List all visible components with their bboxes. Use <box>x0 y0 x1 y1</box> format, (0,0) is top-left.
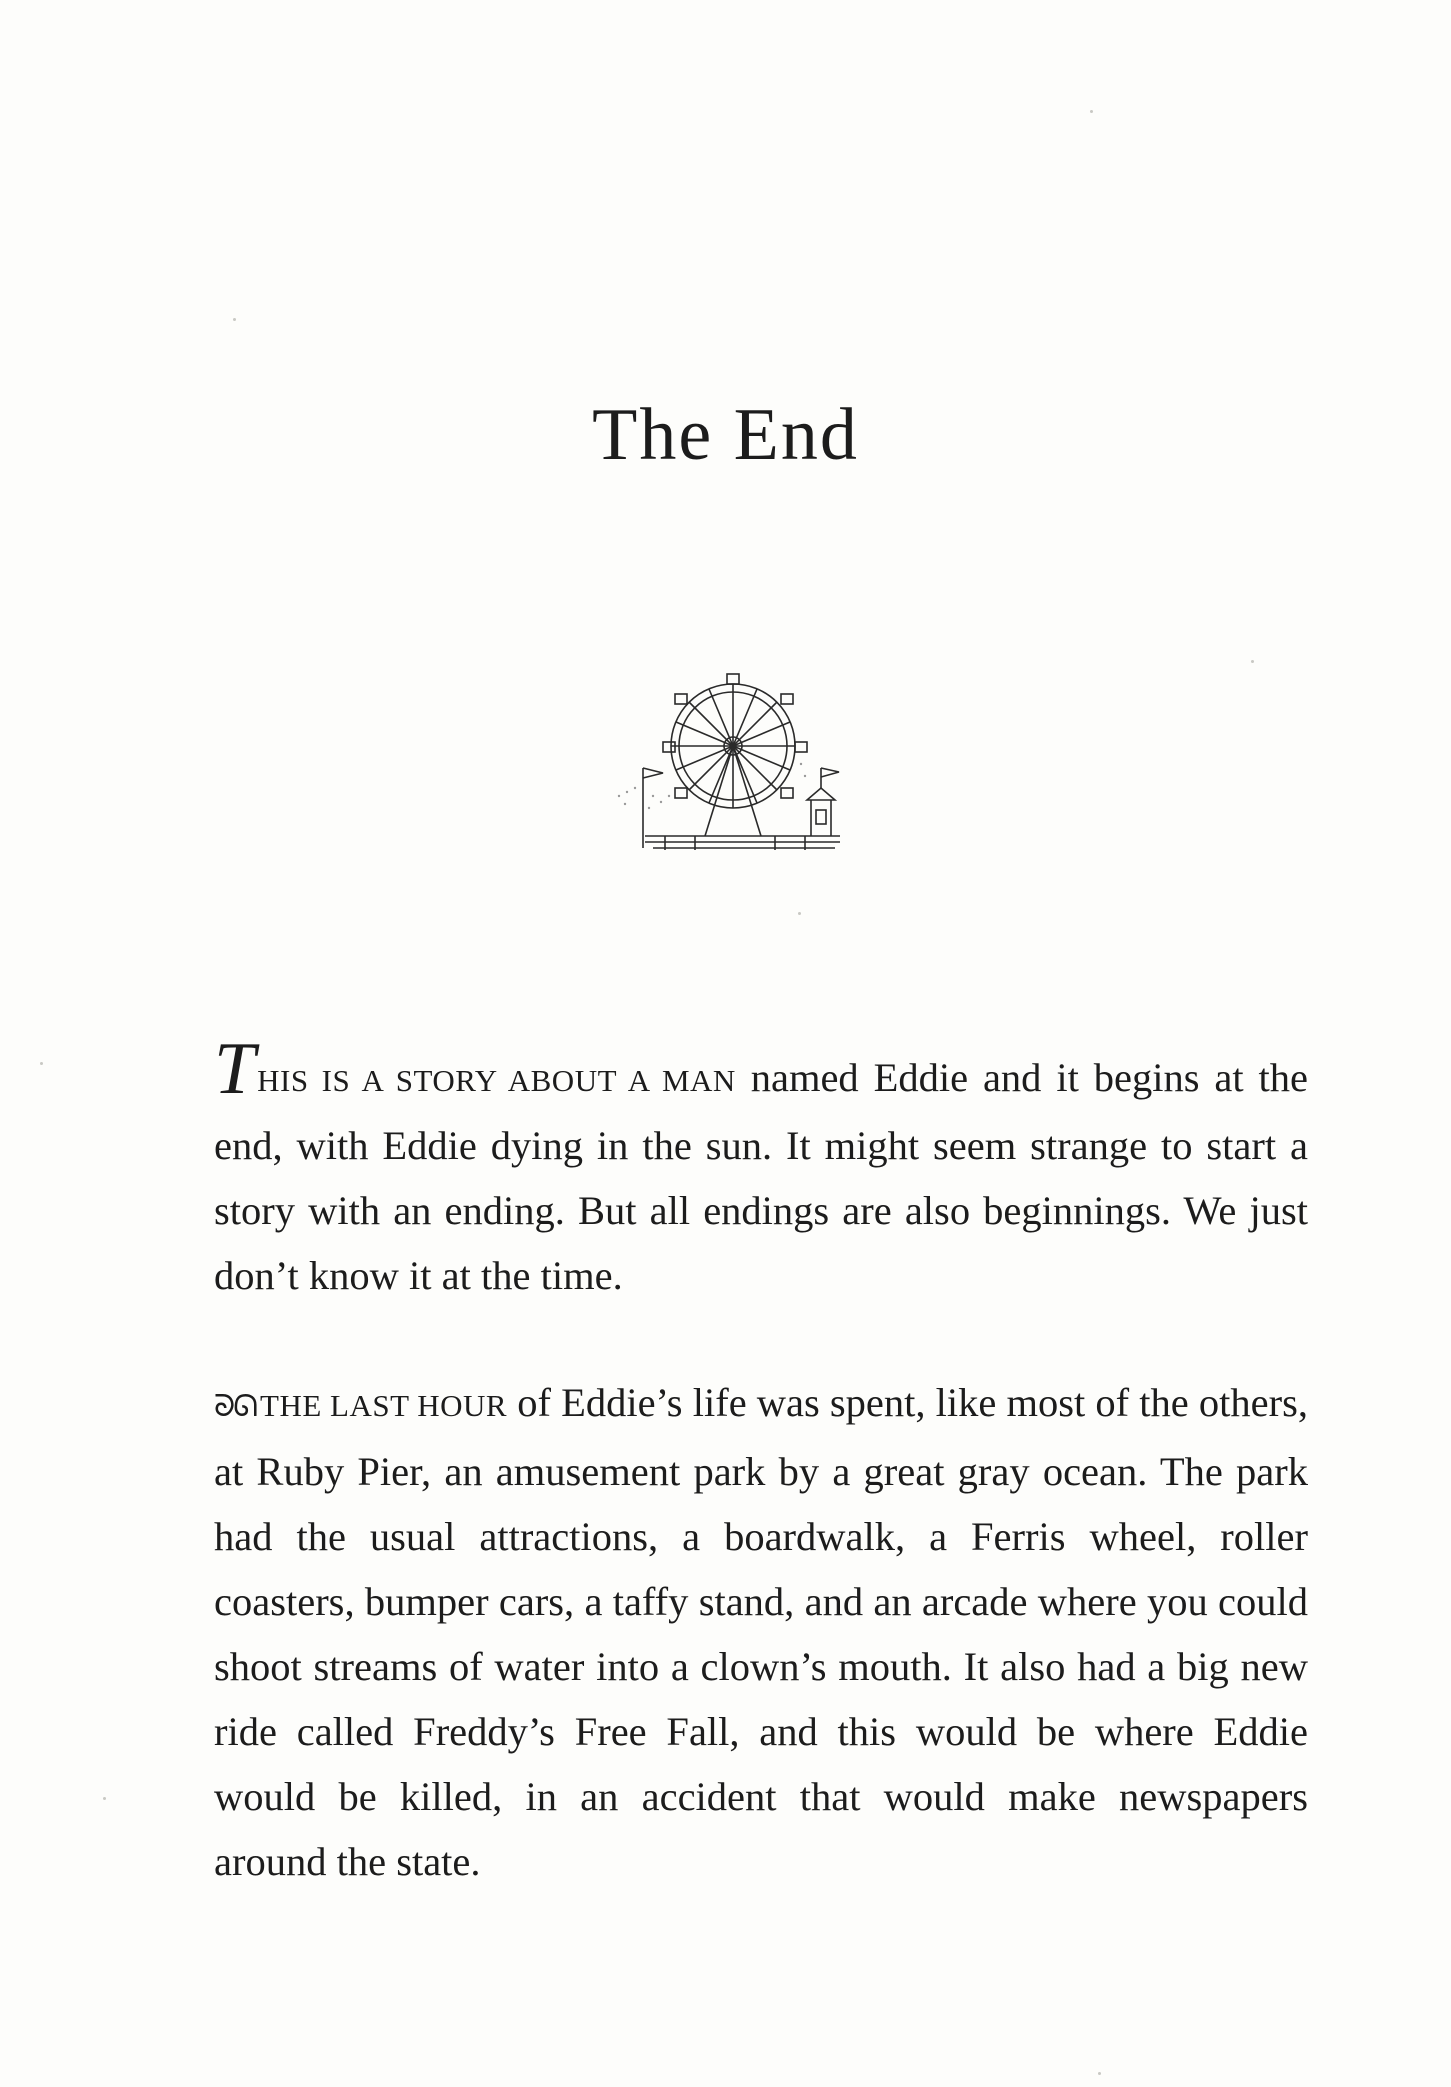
paper-speck <box>40 1062 43 1065</box>
paper-speck <box>1090 110 1093 113</box>
paper-speck <box>1251 660 1254 663</box>
fleuron-ornament-icon: ᘐᘏ <box>214 1390 257 1423</box>
small-caps-lead-in: THE LAST HOUR <box>260 1388 508 1423</box>
small-caps-lead-in: HIS IS A STORY ABOUT A MAN <box>257 1063 736 1098</box>
ferris-wheel-illustration-icon <box>605 668 865 868</box>
chapter-title: The End <box>592 394 859 476</box>
paper-speck <box>798 912 801 915</box>
second-paragraph <box>214 1370 1308 1894</box>
paragraph-text: of Eddie’s life was spent, like most of the others, at Ruby Pier, an amusement park by a great gray ocean. The park had the usual attractions, a boardwalk, a Ferris wheel, roller coasters, bumper cars, a taffy stand, and an arcade where you could shoot streams of water into a clown’s mouth. It also had a big new ride called Freddy’s Free Fall, and this would be where Eddie would be killed, in an accident that would make newspapers around the state. <box>214 1380 1308 1884</box>
paper-speck <box>1098 2072 1101 2075</box>
opening-paragraph <box>214 1028 1308 1308</box>
paragraph-text: named Eddie and it begins at the end, with Eddie dying in the sun. It might seem strange to start a story with an ending. But all endings are also beginnings. We just don’t know it at the time. <box>214 1055 1308 1298</box>
paper-speck <box>103 1797 106 1800</box>
paper-speck <box>233 318 236 321</box>
drop-cap: T <box>214 1028 256 1110</box>
